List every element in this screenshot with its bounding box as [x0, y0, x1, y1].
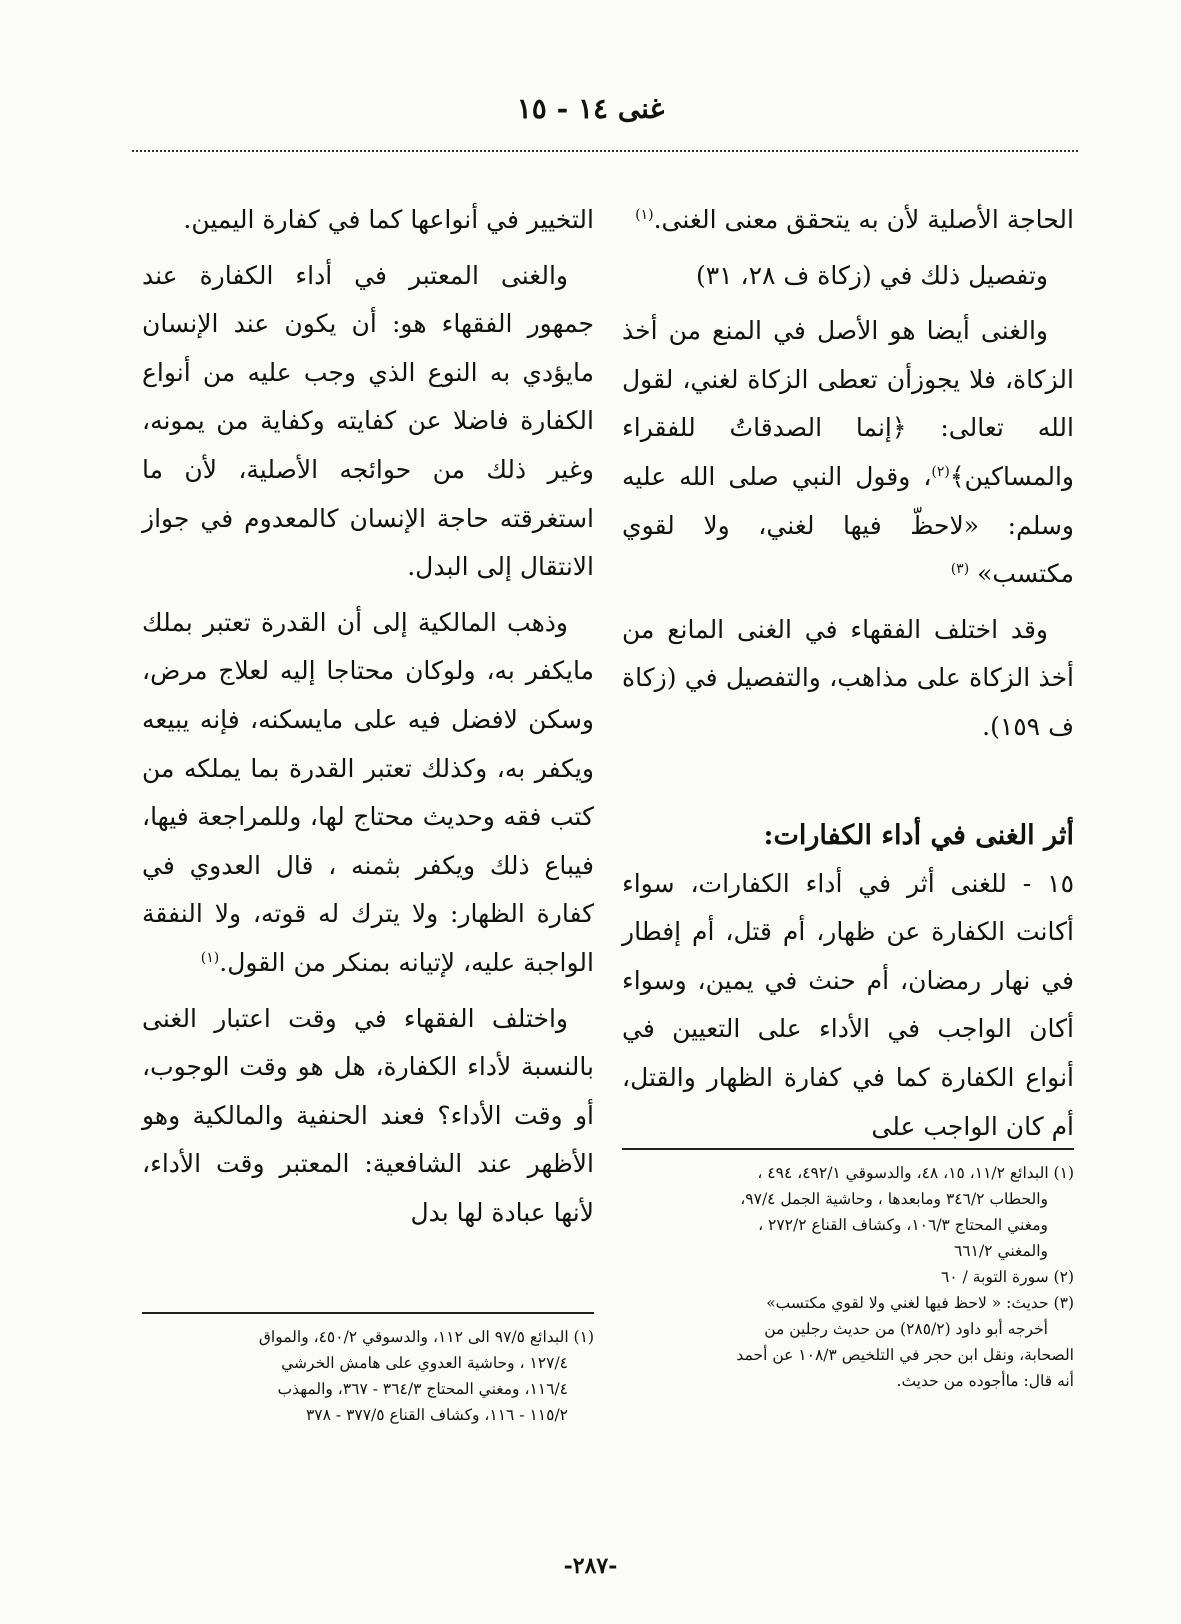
footnote-ref[interactable]: (٢) — [931, 463, 950, 480]
paragraph-text: ، وقول النبي صلى الله عليه وسلم: «لاحظّ فيها لغني، ولا لقوي مكتسب» — [622, 461, 1074, 589]
footnote-ref[interactable]: (٣) — [950, 561, 970, 578]
footnote-line: (٢) سورة التوبة / ٦٠ — [941, 1268, 1074, 1286]
footnote-line: (١) البدائع ٩٧/٥ الى ١١٢، والدسوقي ٤٥٠/٢، والمواق — [258, 1328, 594, 1346]
left-column — [142, 196, 594, 1244]
running-header: غنى ١٤ - ١٥ — [516, 92, 665, 125]
paragraph — [622, 307, 1074, 599]
paragraph-text: وذهب المالكية إلى أن القدرة تعتبر بملك مايكفر به، ولوكان محتاجا إليه لعلاج مرض، وسكن لافضل فيه على مايسكنه، فإنه يبيعه ويكفر به، وكذلك تعتبر القدرة بما يملكه من كتب فقه وحديث محتاج لها، وللمراجعة فيها، فيباع ذلك ويكفر بثمنه ، قال العدوي في كفارة الظهار: ولا يترك له قوته، ولا النفقة الواجبة عليه، لإتيانه بمنكر من القول. — [142, 607, 594, 977]
paragraph: وتفصيل ذلك في (زكاة ف ٢٨، ٣١) — [695, 260, 1048, 290]
footnote-line: (٣) حديث: « لاحظ فيها لغني ولا لقوي مكتسب» — [766, 1294, 1074, 1312]
paragraph — [142, 599, 594, 988]
section-heading: أثر الغنى في أداء الكفارات: — [763, 819, 1074, 851]
header-divider — [132, 150, 1078, 152]
footnote-line: أنه قال: ماأجوده من حديث. — [896, 1372, 1074, 1390]
page-number: -٢٨٧- — [563, 1553, 618, 1579]
paragraph — [622, 196, 1074, 245]
paragraph: ١٥ - للغنى أثر في أداء الكفارات، سواء أكانت الكفارة عن ظهار، أم قتل، أم إفطار في نهار رمضان، أم حنث في يمين، وسواء أكان الواجب في الأداء على التعيين في أنواع الكفارة كما في كفارة الظهار والقتل، أم كان الواجب على — [622, 868, 1074, 1141]
paragraph: واختلف الفقهاء في وقت اعتبار الغنى بالنسبة لأداء الكفارة، هل هو وقت الوجوب، أو وقت الأداء؟ فعند الحنفية والمالكية وهو الأظهر عند الشافعية: المعتبر وقت الأداء، لأنها عبادة لها بدل — [142, 1003, 594, 1227]
paragraph: وقد اختلف الفقهاء في الغنى المانع من أخذ الزكاة على مذاهب، والتفصيل في (زكاة ف ١٥٩). — [622, 614, 1074, 741]
footnotes-left — [142, 1312, 594, 1428]
footnotes-right — [622, 1148, 1074, 1394]
paragraph: التخيير في أنواعها كما في كفارة اليمين. — [183, 205, 594, 234]
footnote-line: ١١٥/٢ - ١١٦، وكشاف القناع ٣٧٧/٥ - ٣٧٨ — [305, 1406, 568, 1424]
footnote-line: أخرجه أبو داود (٢٨٥/٢) من حديث رجلين من — [764, 1320, 1048, 1338]
footnote-line: الصحابة، ونقل ابن حجر في التلخيص ١٠٨/٣ عن أحمد — [736, 1346, 1074, 1364]
footnote-line: ١١٦/٤، ومغني المحتاج ٣٦٤/٣ - ٣٦٧، والمهذب — [277, 1380, 568, 1398]
footnote-line: والمغني ٦٦١/٢ — [953, 1242, 1048, 1260]
paragraph: والغنى المعتبر في أداء الكفارة عند جمهور الفقهاء هو: أن يكون عند الإنسان مايؤدي به النوع الذي وجب عليه من أنواع الكفارة فاضلا عن كفايته وكفاية من يمونه، وغير ذلك من حوائجه الأصلية، لأن ما استغرقته حاجة الإنسان كالمعدوم في جواز الانتقال إلى البدل. — [142, 260, 594, 582]
right-column — [622, 196, 1074, 1158]
paragraph-text: والغنى أيضا هو الأصل في المنع من أخذ الزكاة، فلا يجوزأن تعطى الزكاة لغني، لقول الله تعالى: ﴿إنما الصدقاتُ للفقراء والمساكين﴾ — [622, 316, 1074, 491]
footnote-line: والحطاب ٣٤٦/٢ ومابعدها ، وحاشية الجمل ٩٧/٤، — [740, 1190, 1048, 1208]
paragraph-text: الحاجة الأصلية لأن به يتحقق معنى الغنى. — [653, 205, 1074, 234]
footnote-line: ١٢٧/٤ ، وحاشية العدوي على هامش الخرشي — [281, 1354, 568, 1372]
footnote-line: (١) البدائع ١١/٢، ١٥، ٤٨، والدسوقي ٤٩٢/١، ٤٩٤ ، — [757, 1164, 1074, 1182]
footnote-ref[interactable]: (١) — [635, 207, 654, 223]
footnote-line: ومغني المحتاج ١٠٦/٣، وكشاف القناع ٢٧٢/٢ ، — [758, 1216, 1048, 1234]
footnote-ref[interactable]: (١) — [200, 949, 220, 966]
